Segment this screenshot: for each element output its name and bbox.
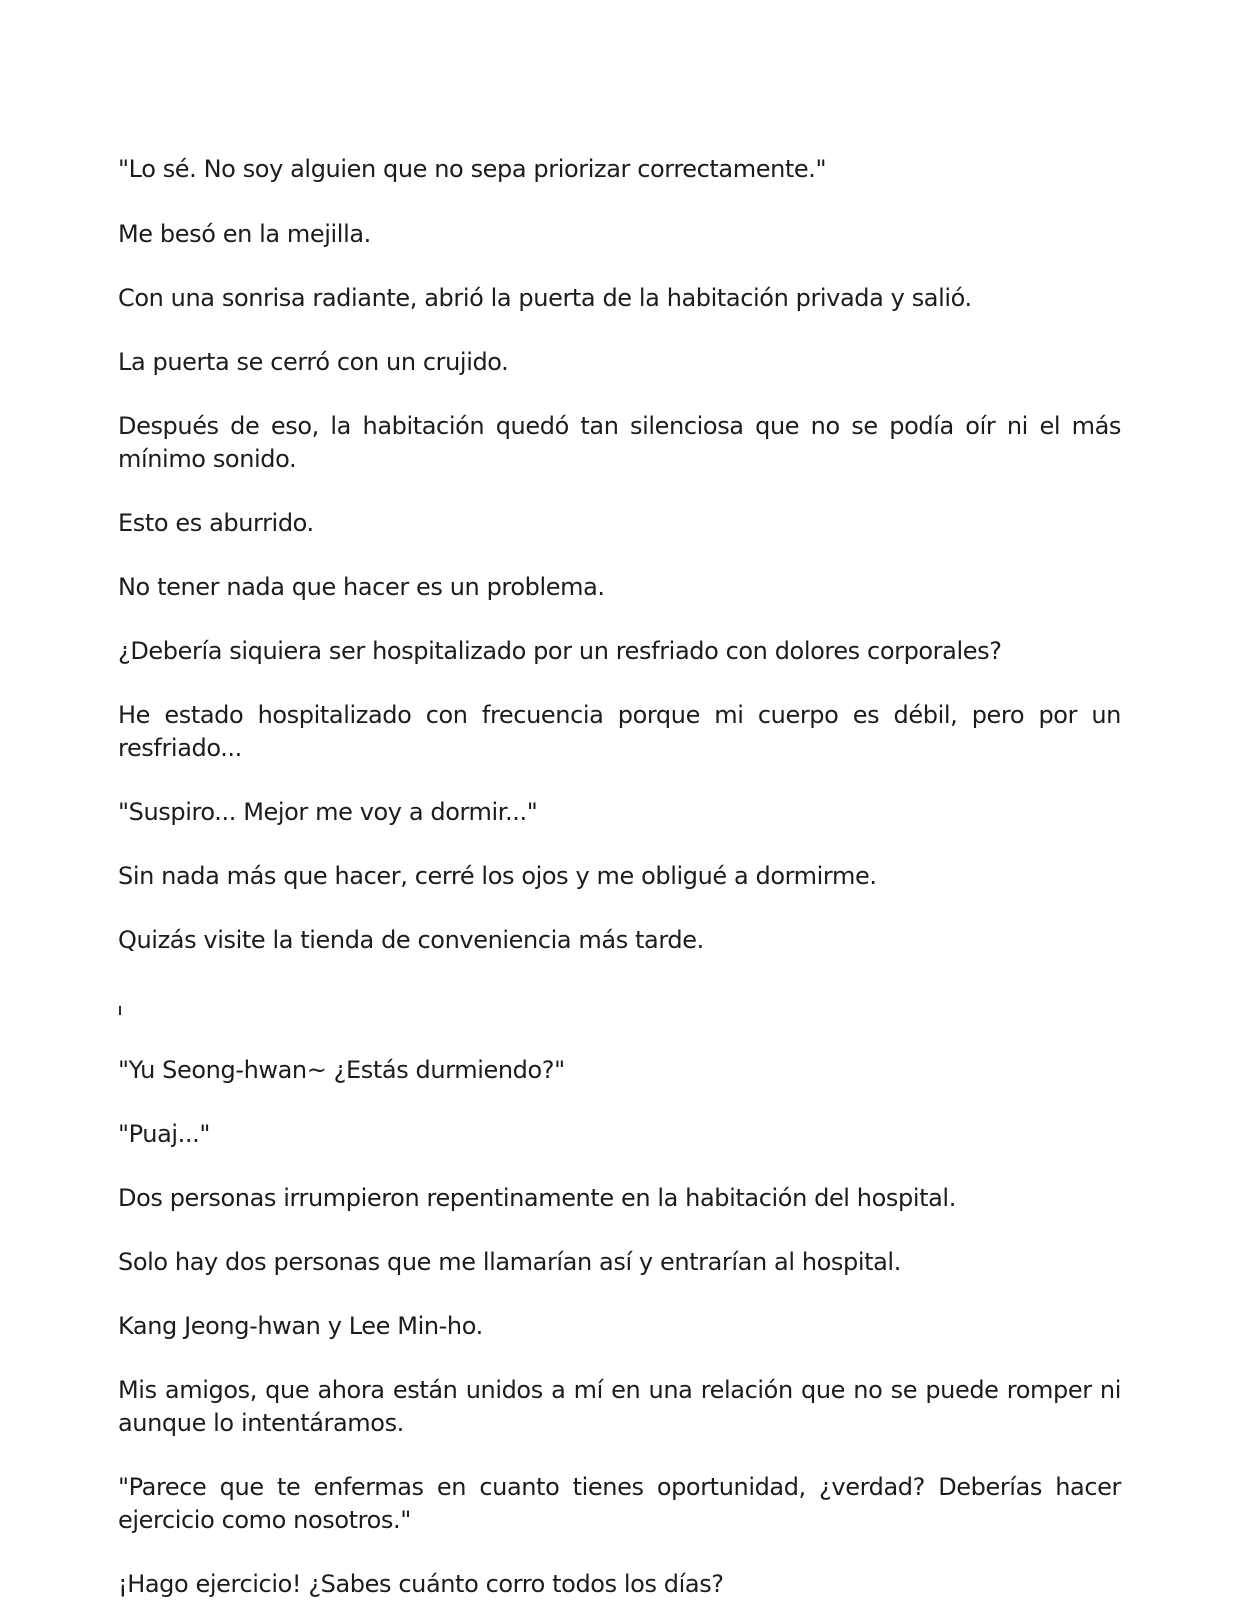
paragraph-dialogue-lo-se: "Lo sé. No soy alguien que no sepa priorizar correctamente." bbox=[118, 155, 827, 183]
paragraph-leaves-room: Con una sonrisa radiante, abrió la puerta de la habitación privada y salió. bbox=[118, 284, 972, 312]
paragraph-kiss-cheek: Me besó en la mejilla. bbox=[118, 220, 371, 248]
paragraph-two-people-burst-in: Dos personas irrumpieron repentinamente en la habitación del hospital. bbox=[118, 1184, 956, 1212]
paragraph-silent-room: Después de eso, la habitación quedó tan silenciosa que no se podía oír ni el más mínimo sonido. bbox=[118, 412, 1121, 473]
paragraph-dialogue-puaj: "Puaj..." bbox=[118, 1120, 211, 1148]
paragraph-nothing-to-do: No tener nada que hacer es un problema. bbox=[118, 573, 605, 601]
paragraph-dialogue-yu-seong-hwan: "Yu Seong-hwan~ ¿Estás durmiendo?" bbox=[118, 1056, 565, 1084]
paragraph-friends: Mis amigos, que ahora están unidos a mí en una relación que no se puede romper ni aunque lo intentáramos. bbox=[118, 1376, 1121, 1437]
paragraph-convenience-store: Quizás visite la tienda de conveniencia más tarde. bbox=[118, 926, 704, 954]
paragraph-close-eyes: Sin nada más que hacer, cerré los ojos y me obligué a dormirme. bbox=[118, 862, 877, 890]
scene-break-mark bbox=[119, 1006, 121, 1015]
paragraph-door-closed: La puerta se cerró con un crujido. bbox=[118, 348, 509, 376]
paragraph-only-two-people: Solo hay dos personas que me llamarían así y entrarían al hospital. bbox=[118, 1248, 901, 1276]
paragraph-hospitalized-question: ¿Debería siquiera ser hospitalizado por un resfriado con dolores corporales? bbox=[118, 637, 1002, 665]
paragraph-dialogue-exercise: "Parece que te enfermas en cuanto tienes oportunidad, ¿verdad? Deberías hacer ejercicio como nosotros." bbox=[118, 1473, 1121, 1534]
paragraph-dialogue-sigh: "Suspiro... Mejor me voy a dormir..." bbox=[118, 798, 538, 826]
paragraph-weak-body: He estado hospitalizado con frecuencia porque mi cuerpo es débil, pero por un resfriado... bbox=[118, 701, 1121, 762]
paragraph-names: Kang Jeong-hwan y Lee Min-ho. bbox=[118, 1312, 483, 1340]
paragraph-i-do-exercise: ¡Hago ejercicio! ¿Sabes cuánto corro todos los días? bbox=[118, 1570, 724, 1598]
paragraph-boring: Esto es aburrido. bbox=[118, 509, 314, 537]
